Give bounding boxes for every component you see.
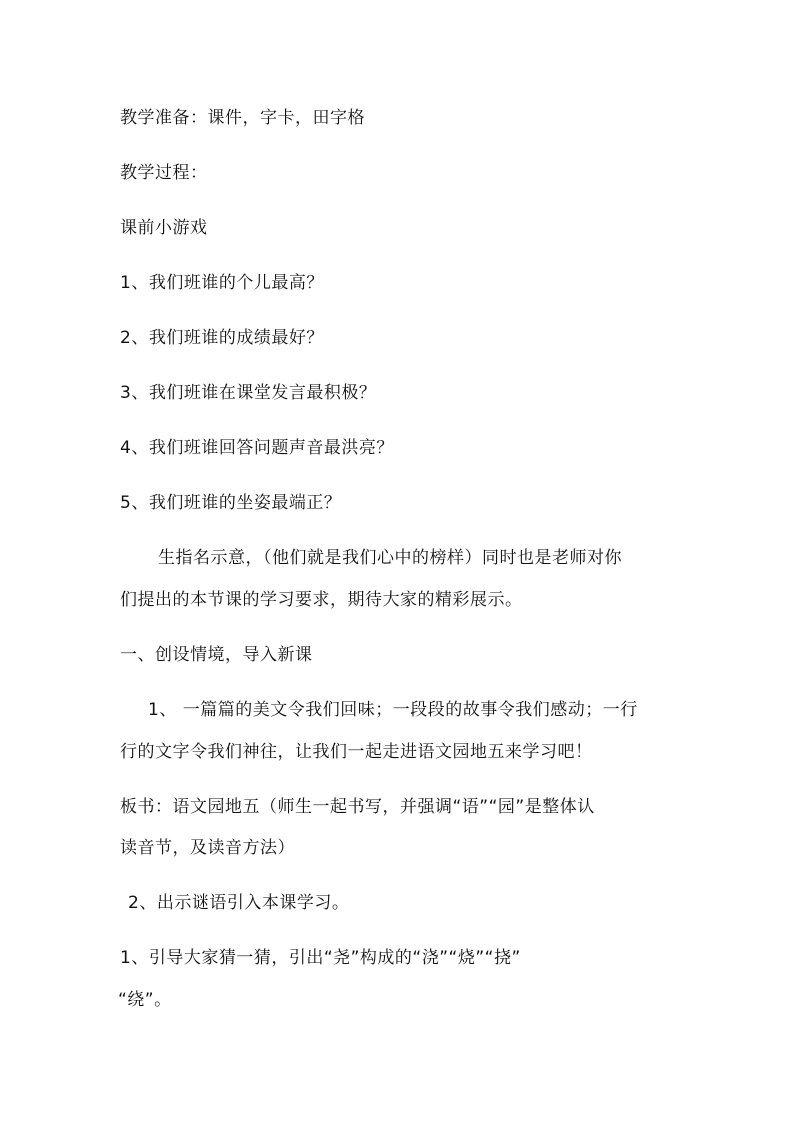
guide-line-1: 1、引导大家猜一猜，引出“尧”构成的“浇”“烧”“挠” — [120, 948, 521, 968]
question-5: 5、我们班谁的坐姿最端正？ — [120, 493, 342, 513]
question-3: 3、我们班谁在课堂发言最积极？ — [120, 383, 377, 403]
paragraph-line-2: 们提出的本节课的学习要求，期待大家的精彩展示。 — [120, 590, 523, 610]
question-2: 2、我们班谁的成绩最好？ — [120, 328, 324, 348]
pre-class-game-heading: 课前小游戏 — [120, 218, 208, 238]
intro-line-2: 行的文字令我们神往，让我们一起走进语文园地五来学习吧！ — [120, 742, 593, 762]
guide-line-2: “绕”。 — [118, 990, 172, 1010]
prep-line: 教学准备：课件，字卡，田字格 — [120, 108, 365, 128]
board-writing-line-2: 读音节，及读音方法） — [120, 838, 295, 858]
section-heading-1: 一、创设情境，导入新课 — [120, 645, 313, 665]
question-4: 4、我们班谁回答问题声音最洪亮？ — [120, 438, 394, 458]
intro-line-1: 1、 一篇篇的美文令我们回味；一段段的故事令我们感动；一行 — [148, 700, 638, 720]
board-writing-line-1: 板书：语文园地五（师生一起书写，并强调“语”“园”是整体认 — [120, 797, 595, 817]
riddle-line: 2、出示谜语引入本课学习。 — [128, 893, 350, 913]
paragraph-line-1: 生指名示意，（他们就是我们心中的榜样）同时也是老师对你 — [158, 548, 622, 568]
process-heading: 教学过程： — [120, 163, 208, 183]
question-1: 1、我们班谁的个儿最高？ — [120, 273, 324, 293]
